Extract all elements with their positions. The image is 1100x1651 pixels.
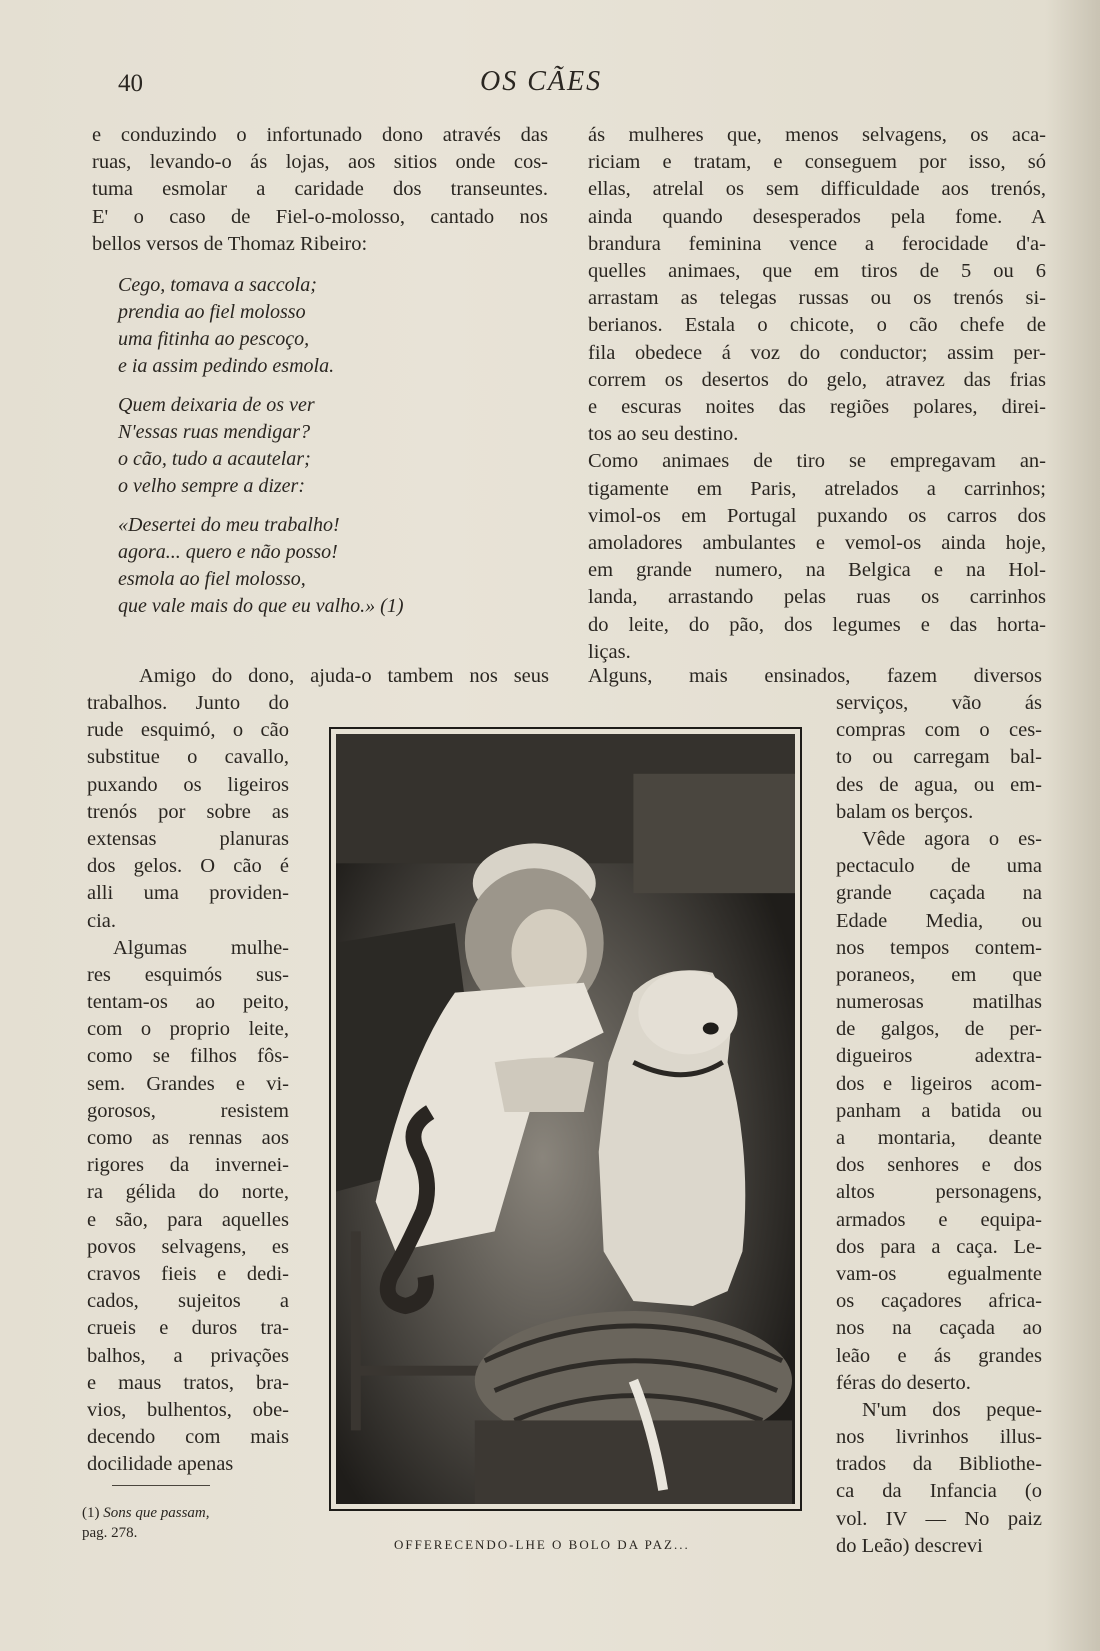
poem-verse: Cego, tomava a saccola;	[118, 274, 317, 297]
paragraph-line: ca da Infancia (o	[836, 1480, 1042, 1503]
paragraph-line: pectaculo de uma	[836, 855, 1042, 878]
left-column-paragraph	[92, 122, 548, 258]
paragraph-line: e são, para aquelles	[87, 1208, 289, 1231]
paragraph-line: res esquimós sus-	[87, 963, 289, 986]
poem-verse: o velho sempre a dizer:	[118, 475, 305, 498]
poem-verse: o cão, tudo a acautelar;	[118, 448, 311, 471]
paragraph-line: bellos versos de Thomaz Ribeiro:	[92, 232, 368, 255]
footnote	[82, 1503, 292, 1543]
paragraph-line: docilidade apenas	[87, 1453, 234, 1476]
paragraph-line: cravos fieis e dedi-	[87, 1262, 289, 1285]
paragraph-line: e escuras noites das regiões polares, direi-	[588, 396, 1046, 419]
poem	[118, 272, 548, 620]
paragraph-line: vol. IV — No paiz	[836, 1507, 1042, 1530]
paragraph-line: balhos, a privações	[87, 1344, 289, 1367]
paragraph-line: tos ao seu destino.	[588, 423, 739, 446]
paragraph-line: sem. Grandes e vi-	[87, 1072, 289, 1095]
poem-verse: que vale mais do que eu valho.» (1)	[118, 595, 404, 618]
paragraph-line: tigamente em Paris, atrelados a carrinhos;	[588, 477, 1046, 500]
paragraph-line: decendo com mais	[87, 1426, 289, 1449]
poem-stanza-3	[118, 512, 548, 620]
paragraph-line: povos selvagens, es	[87, 1235, 289, 1258]
paragraph-line: grande caçada na	[836, 882, 1042, 905]
paragraph-line: liças.	[588, 640, 631, 663]
paragraph-line: ellas, atrelal os sem difficuldade aos trenós,	[588, 178, 1046, 201]
paragraph-line: dos gelos. O cão é	[87, 855, 289, 878]
paragraph-line: amoladores ambulantes e vemol-os ainda hoje,	[588, 532, 1046, 555]
paragraph-line: N'um dos peque-	[862, 1398, 1042, 1421]
paragraph-line: nos tempos contem-	[836, 936, 1042, 959]
paragraph-line: ás mulheres que, menos selvagens, os aca-	[588, 124, 1046, 146]
poem-verse: Quem deixaria de os ver	[118, 394, 315, 417]
paragraph-line: trabalhos. Junto do	[87, 692, 289, 714]
footnote-marker: (1)	[82, 1505, 100, 1521]
right-column-top	[588, 122, 1046, 666]
paragraph-line: balam os berços.	[836, 800, 974, 823]
paragraph-line: vios, bulhentos, obe-	[87, 1398, 289, 1421]
poem-verse: e ia assim pedindo esmola.	[118, 355, 335, 378]
paragraph-line: como as rennas aos	[87, 1127, 289, 1149]
footnote-title: Sons que passam,	[103, 1505, 210, 1521]
poem-verse: uma fitinha ao pescoço,	[118, 328, 310, 351]
poem-verse: agora... quero e não posso!	[118, 541, 338, 564]
paragraph-line: extensas planuras	[87, 827, 289, 850]
paragraph-line: Alguns, mais ensinados, fazem diversos	[588, 665, 1042, 687]
page-number: 40	[118, 70, 143, 97]
paragraph-line: gorosos, resistem	[87, 1099, 289, 1122]
paragraph-line: substitue o cavallo,	[87, 746, 289, 769]
paragraph-line: ainda quando desesperados pela fome. A	[588, 205, 1046, 228]
paragraph-line: brandura feminina vence a ferocidade d'a-	[588, 232, 1046, 255]
paragraph-line: arrastam as telegas russas ou os trenós si-	[588, 287, 1046, 310]
paragraph-line: vimol-os em Portugal puxando os carros dos	[588, 504, 1046, 527]
paragraph-line: leão e ás grandes	[836, 1344, 1042, 1367]
paragraph-line: riciam e tratam, e conseguem por isso, só	[588, 151, 1046, 174]
paragraph-line: trenós por sobre as	[87, 800, 289, 823]
paragraph-line: e maus tratos, bra-	[87, 1371, 289, 1394]
paragraph-line: em grande numero, na Belgica e na Hol-	[588, 559, 1046, 582]
footnote-rule	[112, 1485, 210, 1486]
paragraph-line: trados da Bibliothe-	[836, 1453, 1042, 1476]
footnote-page: pag. 278.	[82, 1525, 138, 1541]
paragraph-line: serviços, vão ás	[836, 692, 1042, 714]
poem-verse: esmola ao fiel molosso,	[118, 568, 306, 591]
paragraph-line: panham a batida ou	[836, 1099, 1042, 1122]
paragraph-line: do Leão) descrevi	[836, 1534, 983, 1557]
paragraph-line: e conduzindo o infortunado dono através das	[92, 124, 548, 146]
paragraph-line: berianos. Estala o chicote, o cão chefe de	[588, 314, 1046, 337]
paragraph-line: alli uma providen-	[87, 882, 289, 905]
paragraph-line: com o proprio leite,	[87, 1018, 289, 1041]
paragraph-line: cados, sujeitos a	[87, 1290, 289, 1313]
paragraph-line: Edade Media, ou	[836, 909, 1042, 932]
paragraph-line: nos na caçada ao	[836, 1317, 1042, 1340]
paragraph-line: ra gélida do norte,	[87, 1181, 289, 1204]
poem-verse: prendia ao fiel molosso	[118, 301, 306, 324]
left-narrow-column	[87, 690, 289, 1478]
paragraph-line: rude esquimó, o cão	[87, 719, 289, 742]
paragraph-line: os caçadores africa-	[836, 1290, 1042, 1313]
poem-verse: N'essas ruas mendigar?	[118, 421, 311, 444]
figure-caption: OFFERECENDO-LHE O BOLO DA PAZ...	[394, 1537, 690, 1552]
paragraph-line: dos para a caça. Le-	[836, 1235, 1042, 1258]
paragraph-line: dos senhores e dos	[836, 1154, 1042, 1177]
paragraph-line: tuma esmolar a caridade dos transeuntes.	[92, 178, 548, 201]
paragraph-line: correm os desertos do gelo, atravez das frias	[588, 368, 1046, 391]
paragraph-line: de galgos, de per-	[836, 1018, 1042, 1041]
paragraph-line: altos personagens,	[836, 1181, 1042, 1204]
paragraph-line: a montaria, deante	[836, 1127, 1042, 1149]
left-column-top	[92, 122, 548, 632]
paragraph-line: Vêde agora o es-	[862, 827, 1042, 850]
paragraph-line: Como animaes de tiro se empregavam an-	[588, 450, 1046, 473]
right-wide-line	[588, 663, 1042, 690]
paragraph-line: dos e ligeiros acom-	[836, 1072, 1042, 1095]
paragraph-line: cia.	[87, 909, 117, 932]
poem-stanza-2	[118, 392, 548, 500]
poem-stanza-1	[118, 272, 548, 380]
paragraph-line: crueis e duros tra-	[87, 1317, 289, 1340]
paragraph-line: E' o caso de Fiel-o-molosso, cantado nos	[92, 205, 548, 228]
illustration-girl-with-dog	[329, 727, 802, 1511]
left-wide-line	[87, 663, 549, 690]
running-title: OS CÃES	[480, 66, 603, 97]
poem-verse: «Desertei do meu trabalho!	[118, 514, 340, 537]
paragraph-line: quelles animaes, que em tiros de 5 ou 6	[588, 260, 1046, 283]
paragraph-line: Algumas mulhe-	[113, 936, 289, 959]
paragraph-line: tentam-os ao peito,	[87, 991, 289, 1014]
paragraph-line: nos livrinhos illus-	[836, 1426, 1042, 1449]
paragraph-line: des de agua, ou em-	[836, 773, 1042, 796]
paragraph-line: fila obedece á voz do conductor; assim per-	[588, 341, 1046, 364]
paragraph-line: to ou carregam bal-	[836, 746, 1042, 769]
paragraph-line: rigores da inverneі-	[87, 1154, 289, 1177]
paragraph-line: armados e equipa-	[836, 1208, 1042, 1231]
paragraph-line: numerosas matilhas	[836, 991, 1042, 1014]
photo-engraving	[336, 734, 795, 1504]
paragraph-line: vam-os egualmente	[836, 1262, 1042, 1285]
paragraph-line: poraneos, em que	[836, 963, 1042, 986]
paragraph-line: féras do deserto.	[836, 1371, 971, 1394]
paragraph-line: compras com o ces-	[836, 719, 1042, 742]
right-narrow-column	[836, 690, 1042, 1560]
paragraph-line: como se filhos fôs-	[87, 1045, 289, 1068]
paragraph-line: Amigo do dono, ajuda-o tambem nos seus	[139, 665, 549, 687]
paragraph-line: ruas, levando-o ás lojas, aos sitios onde cos-	[92, 151, 548, 174]
paragraph-line: puxando os ligeiros	[87, 773, 289, 796]
paragraph-line: digueiros adextra-	[836, 1045, 1042, 1068]
paragraph-line: do leite, do pão, dos legumes e das horta-	[588, 613, 1046, 636]
paragraph-line: landa, arrastando pelas ruas os carrinhos	[588, 586, 1046, 609]
